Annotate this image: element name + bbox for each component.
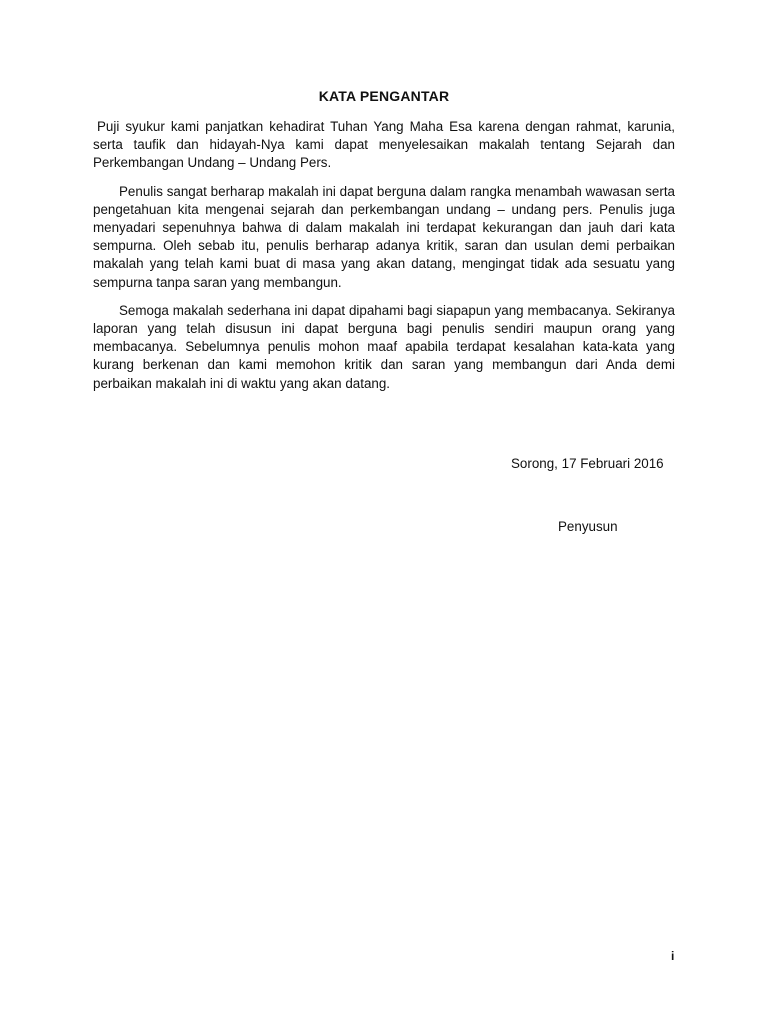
place-date: Sorong, 17 Februari 2016 [511, 456, 664, 471]
page-number: i [671, 949, 675, 963]
document-title: KATA PENGANTAR [318, 88, 450, 104]
document-body [93, 118, 675, 403]
paragraph-1: Puji syukur kami panjatkan kehadirat Tuhan Yang Maha Esa karena dengan rahmat, karunia, serta taufik dan hidayah-Nya kami dapat menyelesaikan makalah tentang Sejarah dan Perkembangan Undang – Undang Pers. [93, 119, 675, 171]
paragraph-3: Semoga makalah sederhana ini dapat dipahami bagi siapapun yang membacanya. Sekiranya laporan yang telah disusun ini dapat berguna bagi penulis sendiri maupun orang yang membacanya. Sebelumnya penulis mohon maaf apabila terdapat kesalahan kata-kata yang kurang berkenan dan kami memohon kritik dan saran yang membangun dari Anda demi perbaikan makalah ini di waktu yang akan datang. [93, 302, 675, 391]
author-signature: Penyusun [558, 519, 618, 534]
paragraph-2: Penulis sangat berharap makalah ini dapat berguna dalam rangka menambah wawasan serta pengetahuan kita mengenai sejarah dan perkembangan undang – undang pers. Penulis juga menyadari sepenuhnya bahwa di dalam makalah ini terdapat kekurangan dan jauh dari kata sempurna. Oleh sebab itu, penulis berharap adanya kritik, saran dan usulan demi perbaikan makalah yang telah kami buat di masa yang akan datang, mengingat tidak ada sesuatu yang sempurna tanpa saran yang membangun. [93, 183, 675, 290]
